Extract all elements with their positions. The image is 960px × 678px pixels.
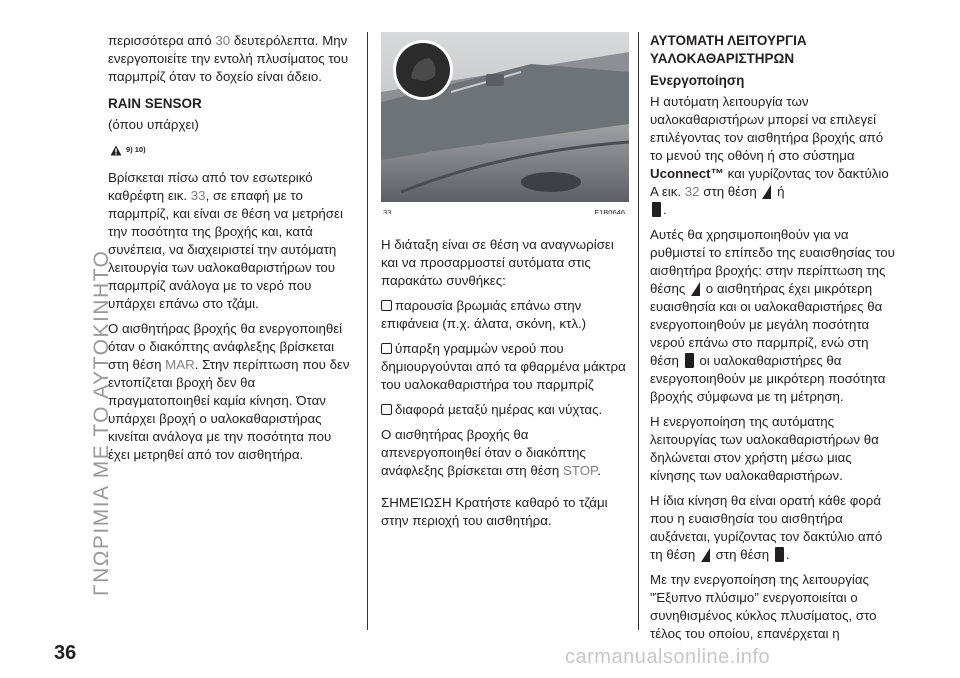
text: διαφορά μεταξύ ημέρας και νύχτας. [395,402,603,417]
auto-wiper-heading [650,32,898,68]
ignition-position-mar: MAR [165,357,195,372]
paragraph-sensitivity-increase [650,492,898,564]
bullet-day-night [381,401,631,419]
column-divider-right [638,32,639,630]
text: και γυρίζοντας τον δακτύλιο A εικ. [650,166,889,199]
text: . [663,202,667,217]
paragraph-sensitivity [650,226,898,406]
text: . [597,463,601,478]
activation-subheading: Ενεργοποίηση [650,73,745,88]
paragraph-smart-wash: Με την ενεργοποίηση της λειτουργίας "Έξυπνο πλύσιμο" ενεργοποιείται ο συνηθισμένος κύκλος πλυσίματος, στο τέλος του οποίου, επανέρχεται η [650,572,877,641]
sensitivity-high-icon [685,353,694,368]
seconds-number: 30 [215,33,231,48]
bullet-square-icon [381,300,392,311]
paragraph-deactivation [381,426,631,480]
sensitivity-high-icon [652,202,661,217]
heading-line-2: ΥΑΛΟΚΑΘΑΡΙΣΤΗΡΩΝ [650,51,795,66]
text: δευτερόλεπτα. Μην ενεργοποιείτε την εντολή πλυσίματος του παρμπρίζ όταν το δοχείο είναι άδειο. [108,33,349,84]
sensitivity-low-icon [701,547,710,562]
bullet-square-icon [381,343,392,354]
page-number: 36 [54,642,77,664]
section-side-title [50,36,113,596]
figure-reference: 33 [190,188,206,203]
side-title-text: ΓΝΩΡΙΜΙΑ ΜΕ ΤΟ ΑΥΤΟΚΙΝΗΤΟ [90,249,113,596]
uconnect-brand: Uconnect™ [650,166,724,181]
text: Η αυτόματη λειτουργία των υαλοκαθαριστήρων μπορεί να επιλεγεί επιλέγοντας τον αισθητήρα βροχής από το μενού της οθόνη ή στο σύστημα [650,94,884,163]
paragraph-sensor-location [108,169,356,313]
figure-code: F1B0646 [594,208,625,214]
warning-triangle-icon [110,145,122,156]
text: ύπαρξη γραμμών νερού που δημιουργούνται από τα φθαρμένα μάκτρα του υαλοκαθαριστήρα του παρμπρίζ [381,341,626,392]
text: Ο αισθητήρας βροχής θα απενεργοποιηθεί όταν ο διακόπτης ανάφλεξης βρίσκεται στη θέση [381,427,586,478]
text: Ο αισθητήρας βροχής θα ενεργοποιηθεί όταν ο διακόπτης ανάφλεξης βρίσκεται στη θέση [108,321,343,372]
text: οι υαλοκαθαριστήρες θα ενεργοποιηθούν με μικρότερη ποσότητα βροχής σύμφωνα με τη μέτρηση. [650,353,886,404]
paragraph-indication: Η ενεργοποίηση της αυτόματης λειτουργίας των υαλοκαθαριστήρων θα δηλώνεται στον χρήστη μέσω μιας κίνησης των υαλοκαθαριστήρων. [650,414,879,483]
column-left [108,32,356,471]
note-references: 9) 10) [126,145,146,154]
paragraph-conditions: Η διάταξη είναι σε θέση να αναγνωρίσει και να προσαρμοστεί αυτόματα στις παρακάτω συνθήκες: [381,237,614,288]
figure-number: 33 [383,208,392,214]
text: , σε επαφή με το παρμπρίζ, και είναι σε θέση να μετρήσει την ποσότητα της βροχής και, κατά συνέπεια, να διαχειριστεί την αυτόματη λειτουργία των υαλοκαθαριστήρων του παρμπρίζ ανάλογα με το νερό που υπάρχει επάνω στο τζάμι. [108,188,343,311]
text: Η ίδια κίνηση θα είναι ορατή κάθε φορά που η ευαισθησία του αισθητήρα αυξάνεται, γυρίζοντας τον δακτύλιο από τη θέση [650,493,883,562]
paragraph-note: ΣΗΜΕΊΩΣΗ Κρατήστε καθαρό το τζάμι στην περιοχή του αισθητήρα. [381,495,608,528]
heading-line-1: ΑΥΤΟΜΑΤΗ ΛΕΙΤΟΥΡΓΙΑ [650,33,807,48]
figure-33 [381,32,629,214]
bullet-square-icon [381,404,392,415]
column-middle [381,32,631,537]
text: ο αισθητήρας έχει μικρότερη ευαισθησία και οι υαλοκαθαριστήρες θα ενεργοποιηθούν με μεγάλη ποσότητα νερού επάνω στο παρμπρίζ, ενώ στη θέση [650,281,883,368]
sensitivity-low-icon [691,281,700,296]
text: ή [773,184,785,199]
text: περισσότερα από [108,33,216,48]
text: . [785,547,790,562]
sensitivity-high-icon [775,547,784,562]
watermark: carmanualsonline.info [565,646,771,668]
figure-reference: 32 [684,184,700,199]
rain-sensor-heading: RAIN SENSOR [108,96,202,111]
warning-notes [110,141,356,159]
bullet-dirt [381,297,631,333]
paragraph-sensor-activation [108,320,356,464]
column-divider-left [367,32,368,630]
text: Αυτές θα χρησιμοποιηθούν για να ρυθμιστεί το επίπεδο της ευαισθησίας του αισθητήρα βροχής: στην περίπτωση της θέσης [650,227,895,296]
bullet-water-lines [381,340,631,394]
sensitivity-low-icon [762,184,771,199]
text: στη θέση [711,547,773,562]
paragraph-activation [650,93,898,219]
column-right [650,32,898,650]
text: . Στην περίπτωση που δεν εντοπίζεται βροχή δεν θα πραγματοποιηθεί καμία κίνηση. Όταν υπάρχει βροχή ο υαλοκαθαριστήρας κινείται ανάλογα με την ποσότητα που έχει μετρηθεί από τον αισθητήρα. [108,357,350,462]
text: στη θέση [699,184,761,199]
availability-note: (όπου υπάρχει) [108,117,199,132]
ignition-position-stop: STOP [562,463,598,478]
car-windshield-photo [381,32,629,202]
paragraph-wash-note [108,32,356,86]
text: παρουσία βρωμιάς επάνω στην επιφάνεια (π.χ. άλατα, σκόνη, κτλ.) [381,298,587,331]
text: Βρίσκεται πίσω από τον εσωτερικό καθρέφτη εικ. [108,170,313,203]
